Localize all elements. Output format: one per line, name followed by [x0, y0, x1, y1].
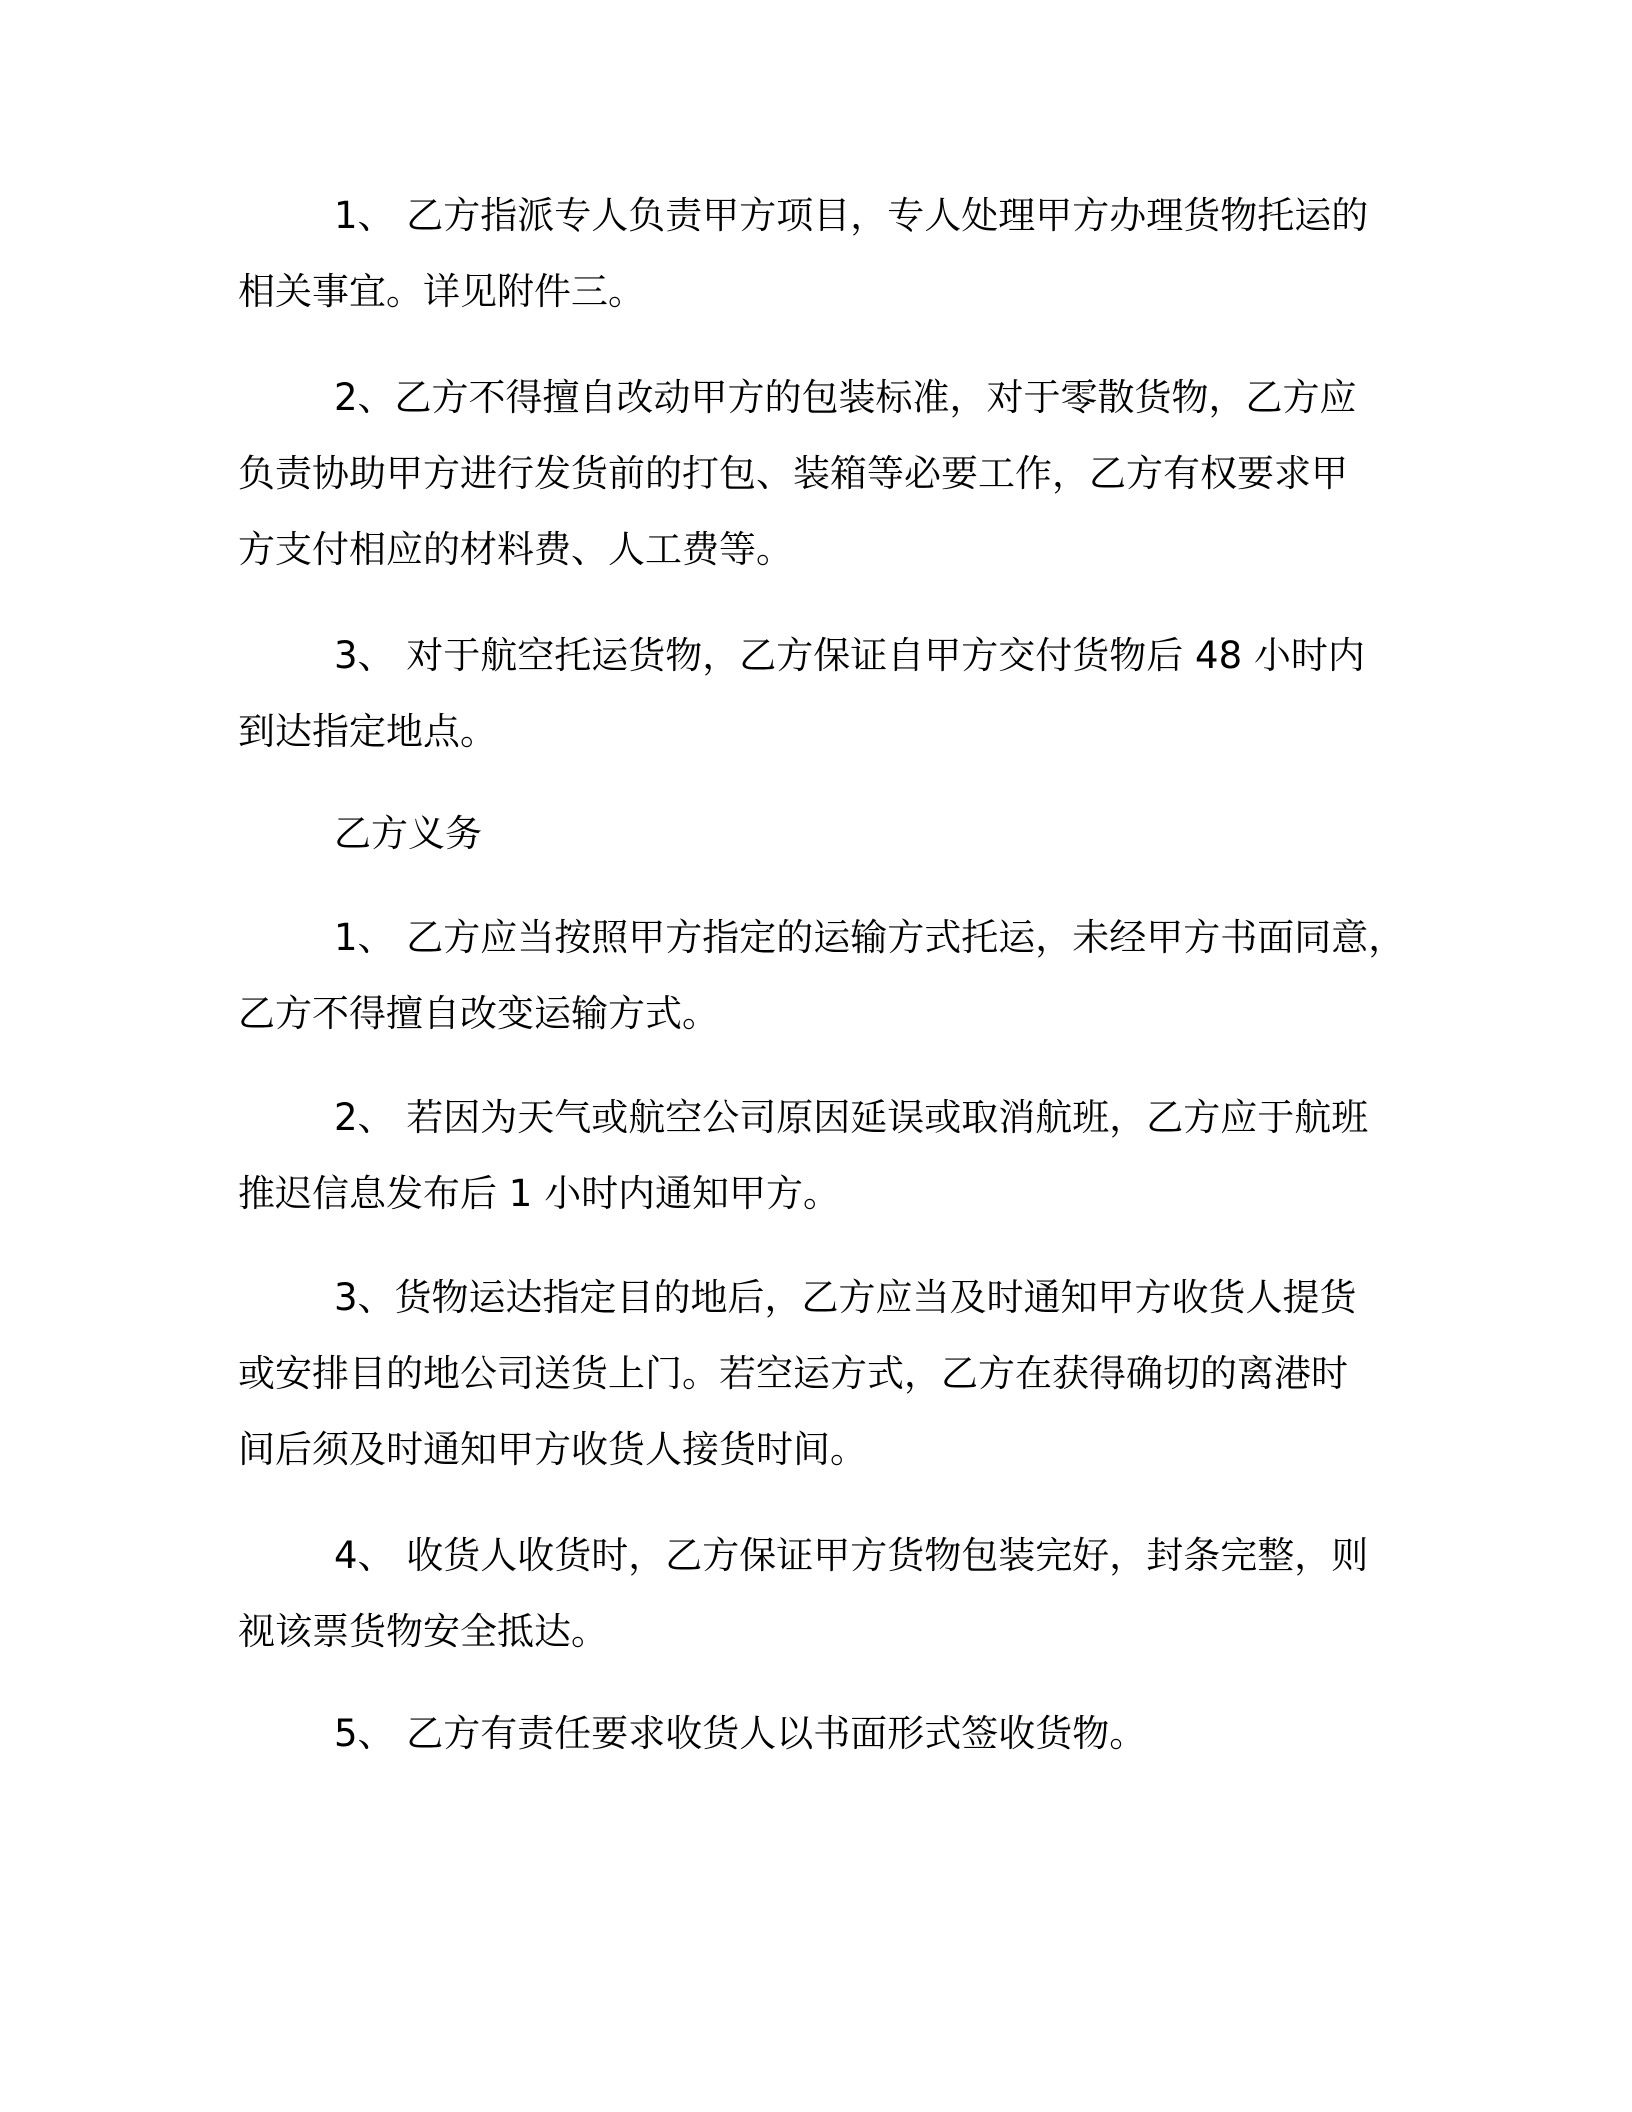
obligation-2: [238, 1080, 1398, 1232]
paragraph-3: [238, 618, 1398, 770]
paragraph-line: 5、 乙方有责任要求收货人以书面形式签收货物。: [334, 1712, 1147, 1755]
paragraph-line: 2、 若因为天气或航空公司原因延误或取消航班，乙方应于航班: [334, 1096, 1369, 1139]
obligation-1: [238, 900, 1406, 1052]
paragraph-line: 3、 对于航空托运货物，乙方保证自甲方交付货物后 48 小时内: [334, 634, 1365, 677]
paragraph-line: 3、货物运达指定目的地后，乙方应当及时通知甲方收货人提货: [334, 1276, 1357, 1319]
paragraph-line: 1、 乙方应当按照甲方指定的运输方式托运，未经甲方书面同意，: [334, 916, 1406, 959]
paragraph-line: 方支付相应的材料费、人工费等。: [238, 528, 793, 571]
obligation-4: [238, 1518, 1398, 1670]
obligation-5: [238, 1696, 1398, 1772]
paragraph-line: 负责协助甲方进行发货前的打包、装箱等必要工作，乙方有权要求甲: [238, 452, 1348, 495]
paragraph-line: 1、 乙方指派专人负责甲方项目，专人处理甲方办理货物托运的: [334, 194, 1369, 237]
paragraph-line: 视该票货物安全抵达。: [238, 1610, 608, 1653]
paragraph-line: 4、 收货人收货时，乙方保证甲方货物包装完好，封条完整，则: [334, 1534, 1369, 1577]
paragraph-line: 相关事宜。详见附件三。: [238, 270, 645, 313]
paragraph-line: 乙方不得擅自改变运输方式。: [238, 992, 719, 1035]
paragraph-line: 2、乙方不得擅自改动甲方的包装标准，对于零散货物，乙方应: [334, 376, 1357, 419]
paragraph-line: 推迟信息发布后 1 小时内通知甲方。: [238, 1172, 841, 1215]
paragraph-1: [238, 178, 1398, 330]
paragraph-line: 间后须及时通知甲方收货人接货时间。: [238, 1428, 867, 1471]
paragraph-line: 或安排目的地公司送货上门。若空运方式，乙方在获得确切的离港时: [238, 1352, 1348, 1395]
section-heading: 乙方义务: [334, 812, 482, 855]
paragraph-2: [238, 360, 1398, 588]
paragraph-line: 到达指定地点。: [238, 710, 497, 753]
obligation-3: [238, 1260, 1398, 1488]
